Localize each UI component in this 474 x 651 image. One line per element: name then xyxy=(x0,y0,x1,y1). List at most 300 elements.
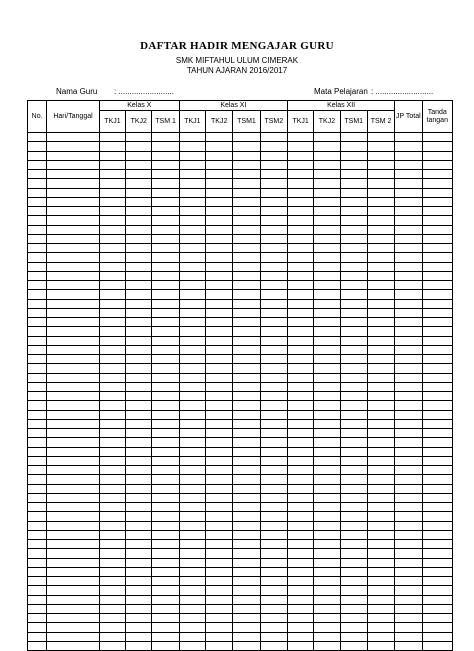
table-cell xyxy=(99,271,125,280)
table-cell xyxy=(99,466,125,475)
table-cell xyxy=(314,373,340,382)
table-cell xyxy=(28,318,47,327)
table-cell xyxy=(152,493,179,502)
table-cell xyxy=(287,244,313,253)
table-cell xyxy=(395,438,422,447)
table-cell xyxy=(99,493,125,502)
table-cell xyxy=(314,512,340,521)
table-cell xyxy=(233,308,260,317)
table-cell xyxy=(179,641,205,650)
table-row xyxy=(28,530,453,539)
table-cell xyxy=(287,614,313,623)
table-cell xyxy=(28,382,47,391)
subheader-xii-tsm2: TSM 2 xyxy=(367,111,394,133)
table-cell xyxy=(99,327,125,336)
table-cell xyxy=(126,318,152,327)
table-cell xyxy=(340,438,367,447)
table-cell xyxy=(395,577,422,586)
table-cell xyxy=(206,503,233,512)
table-cell xyxy=(287,567,313,576)
table-cell xyxy=(233,244,260,253)
table-cell xyxy=(47,262,100,271)
table-cell xyxy=(314,253,340,262)
table-cell xyxy=(260,410,287,419)
table-cell xyxy=(47,234,100,243)
table-cell xyxy=(367,567,394,576)
table-cell xyxy=(314,577,340,586)
table-cell xyxy=(422,290,452,299)
table-cell xyxy=(126,484,152,493)
subheader-xi-tkj1: TKJ1 xyxy=(179,111,205,133)
table-cell xyxy=(179,216,205,225)
table-row xyxy=(28,614,453,623)
table-cell xyxy=(395,234,422,243)
table-cell xyxy=(340,475,367,484)
table-cell xyxy=(126,641,152,650)
table-row xyxy=(28,521,453,530)
table-cell xyxy=(206,475,233,484)
table-cell xyxy=(422,392,452,401)
subheader-xii-tkj2: TKJ2 xyxy=(314,111,340,133)
table-cell xyxy=(179,512,205,521)
table-cell xyxy=(126,160,152,169)
table-cell xyxy=(126,244,152,253)
table-cell xyxy=(152,456,179,465)
table-cell xyxy=(126,466,152,475)
table-row xyxy=(28,234,453,243)
table-cell xyxy=(47,373,100,382)
table-cell xyxy=(287,373,313,382)
table-cell xyxy=(395,623,422,632)
table-cell xyxy=(47,133,100,142)
table-cell xyxy=(126,262,152,271)
table-cell xyxy=(233,521,260,530)
table-cell xyxy=(340,392,367,401)
table-cell xyxy=(179,253,205,262)
table-cell xyxy=(179,549,205,558)
table-cell xyxy=(47,290,100,299)
table-cell xyxy=(28,456,47,465)
table-cell xyxy=(152,392,179,401)
table-cell xyxy=(179,234,205,243)
table-cell xyxy=(260,216,287,225)
table-cell xyxy=(152,318,179,327)
table-cell xyxy=(99,530,125,539)
table-cell xyxy=(367,373,394,382)
table-cell xyxy=(422,567,452,576)
table-cell xyxy=(314,410,340,419)
table-cell xyxy=(206,466,233,475)
table-cell xyxy=(422,419,452,428)
table-cell xyxy=(47,484,100,493)
table-cell xyxy=(152,364,179,373)
table-cell xyxy=(260,225,287,234)
table-row xyxy=(28,170,453,179)
table-cell xyxy=(367,521,394,530)
table-cell xyxy=(287,438,313,447)
table-cell xyxy=(287,382,313,391)
table-cell xyxy=(233,170,260,179)
table-cell xyxy=(233,595,260,604)
table-cell xyxy=(260,401,287,410)
table-cell xyxy=(395,447,422,456)
table-cell xyxy=(206,262,233,271)
table-row xyxy=(28,475,453,484)
table-cell xyxy=(179,604,205,613)
subheader-xi-tsm1: TSM1 xyxy=(233,111,260,133)
table-cell xyxy=(340,253,367,262)
attendance-rows xyxy=(28,133,453,651)
table-cell xyxy=(126,595,152,604)
table-cell xyxy=(395,604,422,613)
table-cell xyxy=(260,623,287,632)
table-cell xyxy=(99,364,125,373)
table-cell xyxy=(395,595,422,604)
table-cell xyxy=(99,225,125,234)
table-cell xyxy=(47,632,100,641)
table-row xyxy=(28,382,453,391)
table-cell xyxy=(206,299,233,308)
table-cell xyxy=(287,586,313,595)
table-cell xyxy=(206,216,233,225)
table-cell xyxy=(99,318,125,327)
table-cell xyxy=(340,493,367,502)
table-cell xyxy=(47,466,100,475)
table-cell xyxy=(126,577,152,586)
table-cell xyxy=(314,567,340,576)
table-cell xyxy=(99,577,125,586)
table-cell xyxy=(233,262,260,271)
table-cell xyxy=(47,595,100,604)
table-cell xyxy=(28,133,47,142)
table-cell xyxy=(179,179,205,188)
table-cell xyxy=(422,530,452,539)
table-cell xyxy=(179,595,205,604)
table-cell xyxy=(179,133,205,142)
table-cell xyxy=(179,567,205,576)
table-cell xyxy=(28,234,47,243)
subheader-xi-tkj2: TKJ2 xyxy=(206,111,233,133)
table-cell xyxy=(422,207,452,216)
table-cell xyxy=(179,382,205,391)
table-cell xyxy=(340,604,367,613)
table-cell xyxy=(260,299,287,308)
table-cell xyxy=(260,540,287,549)
table-cell xyxy=(126,142,152,151)
table-cell xyxy=(99,614,125,623)
table-cell xyxy=(314,540,340,549)
table-cell xyxy=(179,170,205,179)
table-cell xyxy=(47,475,100,484)
table-cell xyxy=(179,271,205,280)
table-cell xyxy=(47,503,100,512)
table-cell xyxy=(126,364,152,373)
table-cell xyxy=(47,586,100,595)
table-cell xyxy=(206,308,233,317)
table-cell xyxy=(367,133,394,142)
table-cell xyxy=(126,253,152,262)
table-cell xyxy=(126,392,152,401)
table-cell xyxy=(28,207,47,216)
table-cell xyxy=(422,281,452,290)
table-cell xyxy=(260,160,287,169)
table-cell xyxy=(126,475,152,484)
table-cell xyxy=(152,382,179,391)
table-cell xyxy=(47,308,100,317)
table-cell xyxy=(179,345,205,354)
table-cell xyxy=(233,503,260,512)
table-cell xyxy=(28,577,47,586)
table-cell xyxy=(260,318,287,327)
table-cell xyxy=(395,392,422,401)
table-row xyxy=(28,345,453,354)
table-cell xyxy=(206,577,233,586)
table-cell xyxy=(179,493,205,502)
table-cell xyxy=(422,577,452,586)
table-cell xyxy=(395,521,422,530)
table-cell xyxy=(99,345,125,354)
table-cell xyxy=(99,179,125,188)
group-header-kelas-xii: Kelas XII xyxy=(287,101,394,111)
table-cell xyxy=(99,216,125,225)
table-cell xyxy=(260,586,287,595)
table-cell xyxy=(314,438,340,447)
table-cell xyxy=(233,512,260,521)
table-cell xyxy=(179,262,205,271)
table-row xyxy=(28,484,453,493)
table-row xyxy=(28,419,453,428)
table-cell xyxy=(28,392,47,401)
table-cell xyxy=(260,262,287,271)
table-cell xyxy=(233,355,260,364)
table-cell xyxy=(233,447,260,456)
table-cell xyxy=(233,632,260,641)
table-cell xyxy=(314,290,340,299)
table-cell xyxy=(395,475,422,484)
table-cell xyxy=(287,623,313,632)
table-cell xyxy=(99,262,125,271)
table-row xyxy=(28,133,453,142)
table-row xyxy=(28,373,453,382)
table-cell xyxy=(206,290,233,299)
table-row xyxy=(28,567,453,576)
table-cell xyxy=(340,419,367,428)
table-cell xyxy=(126,308,152,317)
table-cell xyxy=(28,160,47,169)
table-cell xyxy=(422,484,452,493)
table-cell xyxy=(422,447,452,456)
table-cell xyxy=(340,151,367,160)
table-cell xyxy=(28,604,47,613)
table-cell xyxy=(99,475,125,484)
table-cell xyxy=(47,207,100,216)
table-cell xyxy=(287,207,313,216)
table-cell xyxy=(28,225,47,234)
table-cell xyxy=(206,382,233,391)
table-cell xyxy=(179,429,205,438)
table-cell xyxy=(28,586,47,595)
table-cell xyxy=(395,308,422,317)
table-cell xyxy=(179,225,205,234)
table-cell xyxy=(28,484,47,493)
table-cell xyxy=(340,234,367,243)
table-cell xyxy=(260,345,287,354)
table-cell xyxy=(126,290,152,299)
table-cell xyxy=(179,336,205,345)
table-cell xyxy=(340,133,367,142)
table-cell xyxy=(152,540,179,549)
table-cell xyxy=(422,438,452,447)
table-cell xyxy=(367,234,394,243)
group-header-kelas-x: Kelas X xyxy=(99,101,179,111)
table-cell xyxy=(314,355,340,364)
table-cell xyxy=(314,364,340,373)
table-cell xyxy=(179,521,205,530)
table-cell xyxy=(395,318,422,327)
table-cell xyxy=(340,271,367,280)
table-cell xyxy=(206,318,233,327)
table-cell xyxy=(233,641,260,650)
table-cell xyxy=(340,373,367,382)
table-cell xyxy=(287,290,313,299)
table-row xyxy=(28,142,453,151)
table-cell xyxy=(126,530,152,539)
table-cell xyxy=(260,170,287,179)
table-cell xyxy=(340,429,367,438)
school-name: SMK MIFTAHUL ULUM CIMERAK xyxy=(175,56,299,65)
table-cell xyxy=(395,216,422,225)
table-cell xyxy=(28,364,47,373)
table-cell xyxy=(99,308,125,317)
table-cell xyxy=(152,549,179,558)
table-cell xyxy=(314,641,340,650)
table-cell xyxy=(152,410,179,419)
table-cell xyxy=(206,234,233,243)
table-cell xyxy=(126,521,152,530)
table-cell xyxy=(314,142,340,151)
table-cell xyxy=(233,179,260,188)
table-cell xyxy=(152,299,179,308)
table-row xyxy=(28,493,453,502)
table-cell xyxy=(422,401,452,410)
table-cell xyxy=(340,318,367,327)
table-cell xyxy=(395,456,422,465)
table-cell xyxy=(260,447,287,456)
table-cell xyxy=(314,558,340,567)
table-cell xyxy=(233,197,260,206)
table-cell xyxy=(28,447,47,456)
table-cell xyxy=(395,410,422,419)
table-cell xyxy=(206,614,233,623)
table-row xyxy=(28,318,453,327)
table-cell xyxy=(367,512,394,521)
table-cell xyxy=(287,234,313,243)
table-cell xyxy=(422,641,452,650)
table-cell xyxy=(395,586,422,595)
table-cell xyxy=(260,503,287,512)
academic-year: TAHUN AJARAN 2016/2017 xyxy=(186,66,288,75)
table-cell xyxy=(395,271,422,280)
table-cell xyxy=(340,308,367,317)
table-cell xyxy=(99,336,125,345)
table-cell xyxy=(395,382,422,391)
table-cell xyxy=(47,530,100,539)
table-cell xyxy=(287,595,313,604)
table-cell xyxy=(395,207,422,216)
table-cell xyxy=(395,151,422,160)
table-cell xyxy=(28,429,47,438)
table-cell xyxy=(287,271,313,280)
table-row xyxy=(28,438,453,447)
table-cell xyxy=(395,503,422,512)
table-cell xyxy=(233,364,260,373)
table-cell xyxy=(287,484,313,493)
table-cell xyxy=(260,493,287,502)
table-cell xyxy=(233,382,260,391)
table-cell xyxy=(152,327,179,336)
table-cell xyxy=(152,419,179,428)
table-cell xyxy=(126,410,152,419)
table-cell xyxy=(233,419,260,428)
table-cell xyxy=(233,373,260,382)
table-cell xyxy=(395,419,422,428)
table-cell xyxy=(152,345,179,354)
table-cell xyxy=(28,641,47,650)
table-row xyxy=(28,244,453,253)
table-cell xyxy=(287,429,313,438)
table-cell xyxy=(340,521,367,530)
table-row xyxy=(28,577,453,586)
table-cell xyxy=(395,290,422,299)
table-cell xyxy=(367,262,394,271)
table-cell xyxy=(260,419,287,428)
table-row xyxy=(28,540,453,549)
table-cell xyxy=(179,503,205,512)
table-cell xyxy=(314,234,340,243)
table-cell xyxy=(179,308,205,317)
table-row xyxy=(28,355,453,364)
table-cell xyxy=(126,401,152,410)
table-cell xyxy=(367,308,394,317)
table-cell xyxy=(152,614,179,623)
table-row xyxy=(28,327,453,336)
table-cell xyxy=(367,586,394,595)
table-cell xyxy=(152,438,179,447)
table-cell xyxy=(47,253,100,262)
table-cell xyxy=(422,142,452,151)
table-cell xyxy=(179,355,205,364)
table-cell xyxy=(126,197,152,206)
table-cell xyxy=(179,558,205,567)
table-cell xyxy=(260,475,287,484)
table-cell xyxy=(126,540,152,549)
table-cell xyxy=(287,410,313,419)
table-cell xyxy=(47,438,100,447)
table-cell xyxy=(233,253,260,262)
table-cell xyxy=(126,512,152,521)
table-cell xyxy=(314,308,340,317)
table-row xyxy=(28,151,453,160)
table-cell xyxy=(340,382,367,391)
table-cell xyxy=(152,225,179,234)
table-cell xyxy=(422,623,452,632)
table-cell xyxy=(47,336,100,345)
table-cell xyxy=(367,577,394,586)
table-cell xyxy=(152,142,179,151)
table-cell xyxy=(47,614,100,623)
table-cell xyxy=(287,336,313,345)
table-cell xyxy=(260,197,287,206)
